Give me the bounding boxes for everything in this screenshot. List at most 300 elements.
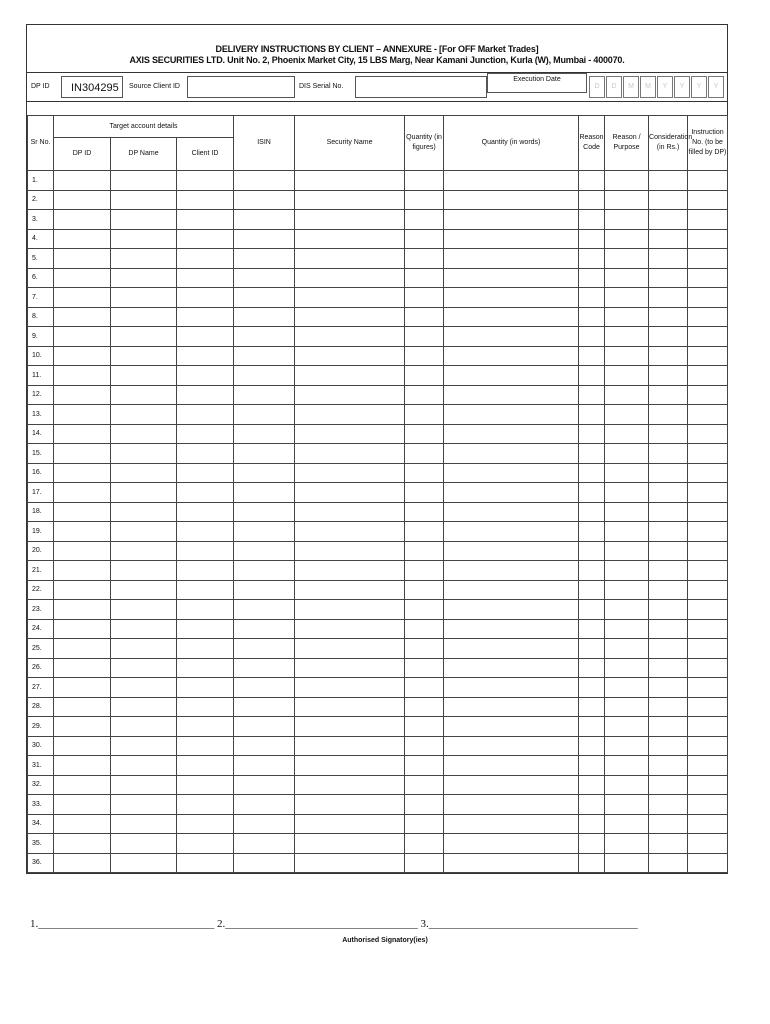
table-cell[interactable] bbox=[111, 502, 177, 522]
table-cell[interactable] bbox=[111, 756, 177, 776]
table-cell[interactable] bbox=[111, 288, 177, 308]
table-cell[interactable] bbox=[579, 502, 605, 522]
table-cell[interactable] bbox=[444, 249, 579, 269]
table-cell[interactable] bbox=[405, 444, 444, 464]
table-cell[interactable] bbox=[177, 678, 234, 698]
table-cell[interactable] bbox=[649, 717, 688, 737]
table-cell[interactable] bbox=[579, 678, 605, 698]
table-cell[interactable] bbox=[579, 658, 605, 678]
table-cell[interactable] bbox=[579, 834, 605, 854]
table-cell[interactable] bbox=[295, 171, 405, 191]
table-cell[interactable] bbox=[605, 483, 649, 503]
table-cell[interactable] bbox=[405, 463, 444, 483]
table-cell[interactable] bbox=[111, 366, 177, 386]
table-cell[interactable] bbox=[649, 268, 688, 288]
table-cell[interactable] bbox=[688, 600, 728, 620]
table-cell[interactable] bbox=[295, 444, 405, 464]
table-cell[interactable] bbox=[444, 853, 579, 873]
table-cell[interactable] bbox=[295, 385, 405, 405]
table-cell[interactable] bbox=[605, 717, 649, 737]
table-cell[interactable] bbox=[688, 346, 728, 366]
table-cell[interactable] bbox=[177, 795, 234, 815]
table-cell[interactable] bbox=[234, 736, 295, 756]
table-cell[interactable] bbox=[234, 600, 295, 620]
table-cell[interactable] bbox=[405, 795, 444, 815]
table-cell[interactable] bbox=[111, 834, 177, 854]
table-cell[interactable] bbox=[649, 327, 688, 347]
table-cell[interactable] bbox=[605, 190, 649, 210]
table-cell[interactable] bbox=[579, 366, 605, 386]
table-cell[interactable] bbox=[295, 775, 405, 795]
table-cell[interactable] bbox=[177, 580, 234, 600]
table-cell[interactable] bbox=[605, 249, 649, 269]
date-box-d2[interactable]: D bbox=[606, 76, 622, 98]
table-cell[interactable] bbox=[234, 580, 295, 600]
table-cell[interactable] bbox=[177, 736, 234, 756]
table-cell[interactable] bbox=[444, 834, 579, 854]
table-cell[interactable] bbox=[688, 229, 728, 249]
table-cell[interactable] bbox=[605, 307, 649, 327]
table-cell[interactable] bbox=[649, 658, 688, 678]
table-cell[interactable] bbox=[649, 424, 688, 444]
table-cell[interactable] bbox=[405, 249, 444, 269]
table-cell[interactable] bbox=[177, 619, 234, 639]
table-cell[interactable] bbox=[605, 541, 649, 561]
table-cell[interactable] bbox=[444, 483, 579, 503]
table-cell[interactable] bbox=[111, 229, 177, 249]
table-cell[interactable] bbox=[177, 541, 234, 561]
table-cell[interactable] bbox=[177, 775, 234, 795]
table-cell[interactable] bbox=[234, 502, 295, 522]
table-cell[interactable] bbox=[444, 619, 579, 639]
table-cell[interactable] bbox=[444, 756, 579, 776]
table-cell[interactable] bbox=[54, 619, 111, 639]
table-cell[interactable] bbox=[579, 307, 605, 327]
table-cell[interactable] bbox=[177, 697, 234, 717]
table-cell[interactable] bbox=[605, 795, 649, 815]
table-cell[interactable] bbox=[444, 814, 579, 834]
table-cell[interactable] bbox=[405, 814, 444, 834]
table-cell[interactable] bbox=[54, 444, 111, 464]
table-cell[interactable] bbox=[405, 502, 444, 522]
table-cell[interactable] bbox=[234, 171, 295, 191]
table-cell[interactable] bbox=[111, 639, 177, 659]
table-cell[interactable] bbox=[579, 561, 605, 581]
table-cell[interactable] bbox=[688, 190, 728, 210]
table-cell[interactable] bbox=[54, 658, 111, 678]
table-cell[interactable] bbox=[295, 834, 405, 854]
table-cell[interactable] bbox=[54, 249, 111, 269]
table-cell[interactable] bbox=[605, 639, 649, 659]
table-cell[interactable] bbox=[605, 444, 649, 464]
table-cell[interactable] bbox=[54, 834, 111, 854]
table-cell[interactable] bbox=[111, 249, 177, 269]
table-cell[interactable] bbox=[579, 697, 605, 717]
table-cell[interactable] bbox=[605, 736, 649, 756]
table-cell[interactable] bbox=[54, 580, 111, 600]
table-cell[interactable] bbox=[111, 697, 177, 717]
date-box-y3[interactable]: Y bbox=[691, 76, 707, 98]
table-cell[interactable] bbox=[649, 405, 688, 425]
table-cell[interactable] bbox=[54, 756, 111, 776]
table-cell[interactable] bbox=[177, 756, 234, 776]
table-cell[interactable] bbox=[177, 327, 234, 347]
table-cell[interactable] bbox=[688, 522, 728, 542]
table-cell[interactable] bbox=[649, 619, 688, 639]
table-cell[interactable] bbox=[688, 697, 728, 717]
table-cell[interactable] bbox=[444, 639, 579, 659]
table-cell[interactable] bbox=[295, 268, 405, 288]
table-cell[interactable] bbox=[649, 483, 688, 503]
table-cell[interactable] bbox=[688, 210, 728, 230]
table-cell[interactable] bbox=[54, 502, 111, 522]
table-cell[interactable] bbox=[405, 190, 444, 210]
table-cell[interactable] bbox=[295, 814, 405, 834]
table-cell[interactable] bbox=[234, 814, 295, 834]
table-cell[interactable] bbox=[295, 678, 405, 698]
table-cell[interactable] bbox=[649, 463, 688, 483]
table-cell[interactable] bbox=[605, 580, 649, 600]
signature-line-1[interactable]: 1.________________________________ bbox=[30, 918, 215, 930]
table-cell[interactable] bbox=[688, 483, 728, 503]
table-cell[interactable] bbox=[649, 366, 688, 386]
table-cell[interactable] bbox=[54, 366, 111, 386]
table-cell[interactable] bbox=[649, 190, 688, 210]
table-cell[interactable] bbox=[295, 190, 405, 210]
table-cell[interactable] bbox=[234, 697, 295, 717]
table-cell[interactable] bbox=[649, 346, 688, 366]
table-cell[interactable] bbox=[111, 775, 177, 795]
table-cell[interactable] bbox=[444, 775, 579, 795]
table-cell[interactable] bbox=[295, 405, 405, 425]
table-cell[interactable] bbox=[605, 814, 649, 834]
table-cell[interactable] bbox=[111, 814, 177, 834]
table-cell[interactable] bbox=[111, 268, 177, 288]
table-cell[interactable] bbox=[405, 268, 444, 288]
table-cell[interactable] bbox=[605, 834, 649, 854]
source-client-id-field[interactable] bbox=[187, 76, 295, 98]
table-cell[interactable] bbox=[444, 678, 579, 698]
table-cell[interactable] bbox=[649, 171, 688, 191]
table-cell[interactable] bbox=[405, 424, 444, 444]
table-cell[interactable] bbox=[54, 210, 111, 230]
table-cell[interactable] bbox=[605, 463, 649, 483]
table-cell[interactable] bbox=[177, 463, 234, 483]
table-cell[interactable] bbox=[605, 424, 649, 444]
table-cell[interactable] bbox=[649, 502, 688, 522]
table-cell[interactable] bbox=[605, 775, 649, 795]
table-cell[interactable] bbox=[579, 736, 605, 756]
table-cell[interactable] bbox=[688, 171, 728, 191]
table-cell[interactable] bbox=[54, 424, 111, 444]
table-cell[interactable] bbox=[177, 834, 234, 854]
table-cell[interactable] bbox=[579, 346, 605, 366]
table-cell[interactable] bbox=[111, 600, 177, 620]
table-cell[interactable] bbox=[234, 853, 295, 873]
table-cell[interactable] bbox=[444, 444, 579, 464]
table-cell[interactable] bbox=[688, 249, 728, 269]
table-cell[interactable] bbox=[444, 658, 579, 678]
table-cell[interactable] bbox=[111, 307, 177, 327]
table-cell[interactable] bbox=[234, 366, 295, 386]
table-cell[interactable] bbox=[688, 639, 728, 659]
table-cell[interactable] bbox=[444, 697, 579, 717]
table-cell[interactable] bbox=[295, 249, 405, 269]
table-cell[interactable] bbox=[688, 619, 728, 639]
table-cell[interactable] bbox=[111, 853, 177, 873]
table-cell[interactable] bbox=[649, 210, 688, 230]
table-cell[interactable] bbox=[295, 424, 405, 444]
table-cell[interactable] bbox=[579, 444, 605, 464]
table-cell[interactable] bbox=[579, 171, 605, 191]
table-cell[interactable] bbox=[177, 366, 234, 386]
table-cell[interactable] bbox=[177, 483, 234, 503]
table-cell[interactable] bbox=[405, 346, 444, 366]
table-cell[interactable] bbox=[649, 522, 688, 542]
table-cell[interactable] bbox=[111, 795, 177, 815]
table-cell[interactable] bbox=[444, 561, 579, 581]
table-cell[interactable] bbox=[605, 600, 649, 620]
table-cell[interactable] bbox=[234, 756, 295, 776]
table-cell[interactable] bbox=[54, 853, 111, 873]
table-cell[interactable] bbox=[405, 658, 444, 678]
table-cell[interactable] bbox=[111, 541, 177, 561]
table-cell[interactable] bbox=[405, 561, 444, 581]
table-cell[interactable] bbox=[579, 405, 605, 425]
table-cell[interactable] bbox=[295, 288, 405, 308]
table-cell[interactable] bbox=[295, 522, 405, 542]
table-cell[interactable] bbox=[295, 307, 405, 327]
table-cell[interactable] bbox=[649, 795, 688, 815]
table-cell[interactable] bbox=[54, 483, 111, 503]
table-cell[interactable] bbox=[405, 580, 444, 600]
table-cell[interactable] bbox=[295, 483, 405, 503]
table-cell[interactable] bbox=[234, 327, 295, 347]
table-cell[interactable] bbox=[234, 444, 295, 464]
table-cell[interactable] bbox=[234, 639, 295, 659]
table-cell[interactable] bbox=[405, 366, 444, 386]
table-cell[interactable] bbox=[54, 288, 111, 308]
table-cell[interactable] bbox=[234, 405, 295, 425]
table-cell[interactable] bbox=[295, 658, 405, 678]
table-cell[interactable] bbox=[579, 424, 605, 444]
table-cell[interactable] bbox=[177, 249, 234, 269]
dis-serial-field[interactable] bbox=[355, 76, 487, 98]
table-cell[interactable] bbox=[111, 717, 177, 737]
table-cell[interactable] bbox=[177, 210, 234, 230]
table-cell[interactable] bbox=[444, 327, 579, 347]
table-cell[interactable] bbox=[605, 229, 649, 249]
table-cell[interactable] bbox=[295, 795, 405, 815]
table-cell[interactable] bbox=[688, 463, 728, 483]
table-cell[interactable] bbox=[579, 190, 605, 210]
table-cell[interactable] bbox=[649, 229, 688, 249]
table-cell[interactable] bbox=[295, 697, 405, 717]
table-cell[interactable] bbox=[444, 288, 579, 308]
table-cell[interactable] bbox=[688, 853, 728, 873]
table-cell[interactable] bbox=[177, 307, 234, 327]
dp-id-field[interactable]: IN304295 bbox=[61, 76, 123, 98]
table-cell[interactable] bbox=[234, 210, 295, 230]
table-cell[interactable] bbox=[111, 522, 177, 542]
date-box-y1[interactable]: Y bbox=[657, 76, 673, 98]
table-cell[interactable] bbox=[605, 366, 649, 386]
table-cell[interactable] bbox=[605, 346, 649, 366]
table-cell[interactable] bbox=[177, 522, 234, 542]
table-cell[interactable] bbox=[579, 483, 605, 503]
table-cell[interactable] bbox=[444, 600, 579, 620]
table-cell[interactable] bbox=[234, 288, 295, 308]
table-cell[interactable] bbox=[579, 210, 605, 230]
table-cell[interactable] bbox=[111, 678, 177, 698]
table-cell[interactable] bbox=[177, 288, 234, 308]
table-cell[interactable] bbox=[234, 463, 295, 483]
table-cell[interactable] bbox=[54, 678, 111, 698]
date-box-y4[interactable]: Y bbox=[708, 76, 724, 98]
table-cell[interactable] bbox=[405, 541, 444, 561]
table-cell[interactable] bbox=[649, 639, 688, 659]
table-cell[interactable] bbox=[295, 346, 405, 366]
table-cell[interactable] bbox=[234, 775, 295, 795]
table-cell[interactable] bbox=[111, 483, 177, 503]
table-cell[interactable] bbox=[295, 463, 405, 483]
table-cell[interactable] bbox=[688, 580, 728, 600]
table-cell[interactable] bbox=[649, 600, 688, 620]
table-cell[interactable] bbox=[649, 307, 688, 327]
table-cell[interactable] bbox=[579, 463, 605, 483]
table-cell[interactable] bbox=[605, 268, 649, 288]
table-cell[interactable] bbox=[234, 249, 295, 269]
table-cell[interactable] bbox=[177, 444, 234, 464]
table-cell[interactable] bbox=[649, 249, 688, 269]
table-cell[interactable] bbox=[444, 307, 579, 327]
table-cell[interactable] bbox=[405, 385, 444, 405]
table-cell[interactable] bbox=[177, 171, 234, 191]
table-cell[interactable] bbox=[688, 444, 728, 464]
table-cell[interactable] bbox=[177, 853, 234, 873]
table-cell[interactable] bbox=[405, 736, 444, 756]
table-cell[interactable] bbox=[579, 327, 605, 347]
table-cell[interactable] bbox=[579, 600, 605, 620]
table-cell[interactable] bbox=[405, 697, 444, 717]
table-cell[interactable] bbox=[405, 288, 444, 308]
table-cell[interactable] bbox=[444, 405, 579, 425]
table-cell[interactable] bbox=[234, 229, 295, 249]
table-cell[interactable] bbox=[649, 853, 688, 873]
table-cell[interactable] bbox=[295, 639, 405, 659]
table-cell[interactable] bbox=[405, 327, 444, 347]
date-box-m1[interactable]: M bbox=[623, 76, 639, 98]
table-cell[interactable] bbox=[688, 736, 728, 756]
table-cell[interactable] bbox=[177, 639, 234, 659]
table-cell[interactable] bbox=[649, 736, 688, 756]
table-cell[interactable] bbox=[234, 541, 295, 561]
table-cell[interactable] bbox=[295, 541, 405, 561]
table-cell[interactable] bbox=[649, 775, 688, 795]
table-cell[interactable] bbox=[688, 541, 728, 561]
table-cell[interactable] bbox=[605, 678, 649, 698]
table-cell[interactable] bbox=[234, 190, 295, 210]
date-box-m2[interactable]: M bbox=[640, 76, 656, 98]
table-cell[interactable] bbox=[444, 190, 579, 210]
table-cell[interactable] bbox=[177, 385, 234, 405]
table-cell[interactable] bbox=[177, 717, 234, 737]
table-cell[interactable] bbox=[234, 346, 295, 366]
table-cell[interactable] bbox=[54, 541, 111, 561]
table-cell[interactable] bbox=[579, 814, 605, 834]
table-cell[interactable] bbox=[405, 834, 444, 854]
table-cell[interactable] bbox=[54, 268, 111, 288]
table-cell[interactable] bbox=[405, 171, 444, 191]
table-cell[interactable] bbox=[444, 522, 579, 542]
table-cell[interactable] bbox=[444, 580, 579, 600]
table-cell[interactable] bbox=[405, 775, 444, 795]
signature-line-3[interactable]: 3.______________________________________ bbox=[420, 918, 638, 930]
table-cell[interactable] bbox=[234, 424, 295, 444]
table-cell[interactable] bbox=[111, 424, 177, 444]
signature-line-2[interactable]: 2.___________________________________ bbox=[217, 918, 418, 930]
table-cell[interactable] bbox=[54, 697, 111, 717]
table-cell[interactable] bbox=[177, 190, 234, 210]
table-cell[interactable] bbox=[234, 561, 295, 581]
table-cell[interactable] bbox=[579, 522, 605, 542]
table-cell[interactable] bbox=[111, 444, 177, 464]
table-cell[interactable] bbox=[579, 249, 605, 269]
table-cell[interactable] bbox=[579, 795, 605, 815]
table-cell[interactable] bbox=[405, 639, 444, 659]
table-cell[interactable] bbox=[605, 210, 649, 230]
table-cell[interactable] bbox=[111, 405, 177, 425]
table-cell[interactable] bbox=[605, 697, 649, 717]
table-cell[interactable] bbox=[579, 639, 605, 659]
table-cell[interactable] bbox=[579, 541, 605, 561]
table-cell[interactable] bbox=[54, 775, 111, 795]
table-cell[interactable] bbox=[54, 229, 111, 249]
table-cell[interactable] bbox=[234, 795, 295, 815]
table-cell[interactable] bbox=[111, 210, 177, 230]
table-cell[interactable] bbox=[649, 834, 688, 854]
table-cell[interactable] bbox=[54, 171, 111, 191]
table-cell[interactable] bbox=[177, 424, 234, 444]
table-cell[interactable] bbox=[54, 190, 111, 210]
table-cell[interactable] bbox=[54, 600, 111, 620]
table-cell[interactable] bbox=[688, 678, 728, 698]
table-cell[interactable] bbox=[405, 756, 444, 776]
table-cell[interactable] bbox=[688, 268, 728, 288]
table-cell[interactable] bbox=[688, 717, 728, 737]
table-cell[interactable] bbox=[579, 619, 605, 639]
table-cell[interactable] bbox=[688, 814, 728, 834]
table-cell[interactable] bbox=[234, 268, 295, 288]
table-cell[interactable] bbox=[688, 288, 728, 308]
table-cell[interactable] bbox=[579, 756, 605, 776]
table-cell[interactable] bbox=[444, 502, 579, 522]
date-box-y2[interactable]: Y bbox=[674, 76, 690, 98]
table-cell[interactable] bbox=[444, 736, 579, 756]
table-cell[interactable] bbox=[234, 658, 295, 678]
table-cell[interactable] bbox=[111, 736, 177, 756]
table-cell[interactable] bbox=[54, 405, 111, 425]
table-cell[interactable] bbox=[649, 756, 688, 776]
table-cell[interactable] bbox=[405, 229, 444, 249]
table-cell[interactable] bbox=[605, 327, 649, 347]
table-cell[interactable] bbox=[579, 288, 605, 308]
table-cell[interactable] bbox=[444, 366, 579, 386]
table-cell[interactable] bbox=[649, 814, 688, 834]
table-cell[interactable] bbox=[605, 288, 649, 308]
table-cell[interactable] bbox=[234, 834, 295, 854]
table-cell[interactable] bbox=[177, 600, 234, 620]
